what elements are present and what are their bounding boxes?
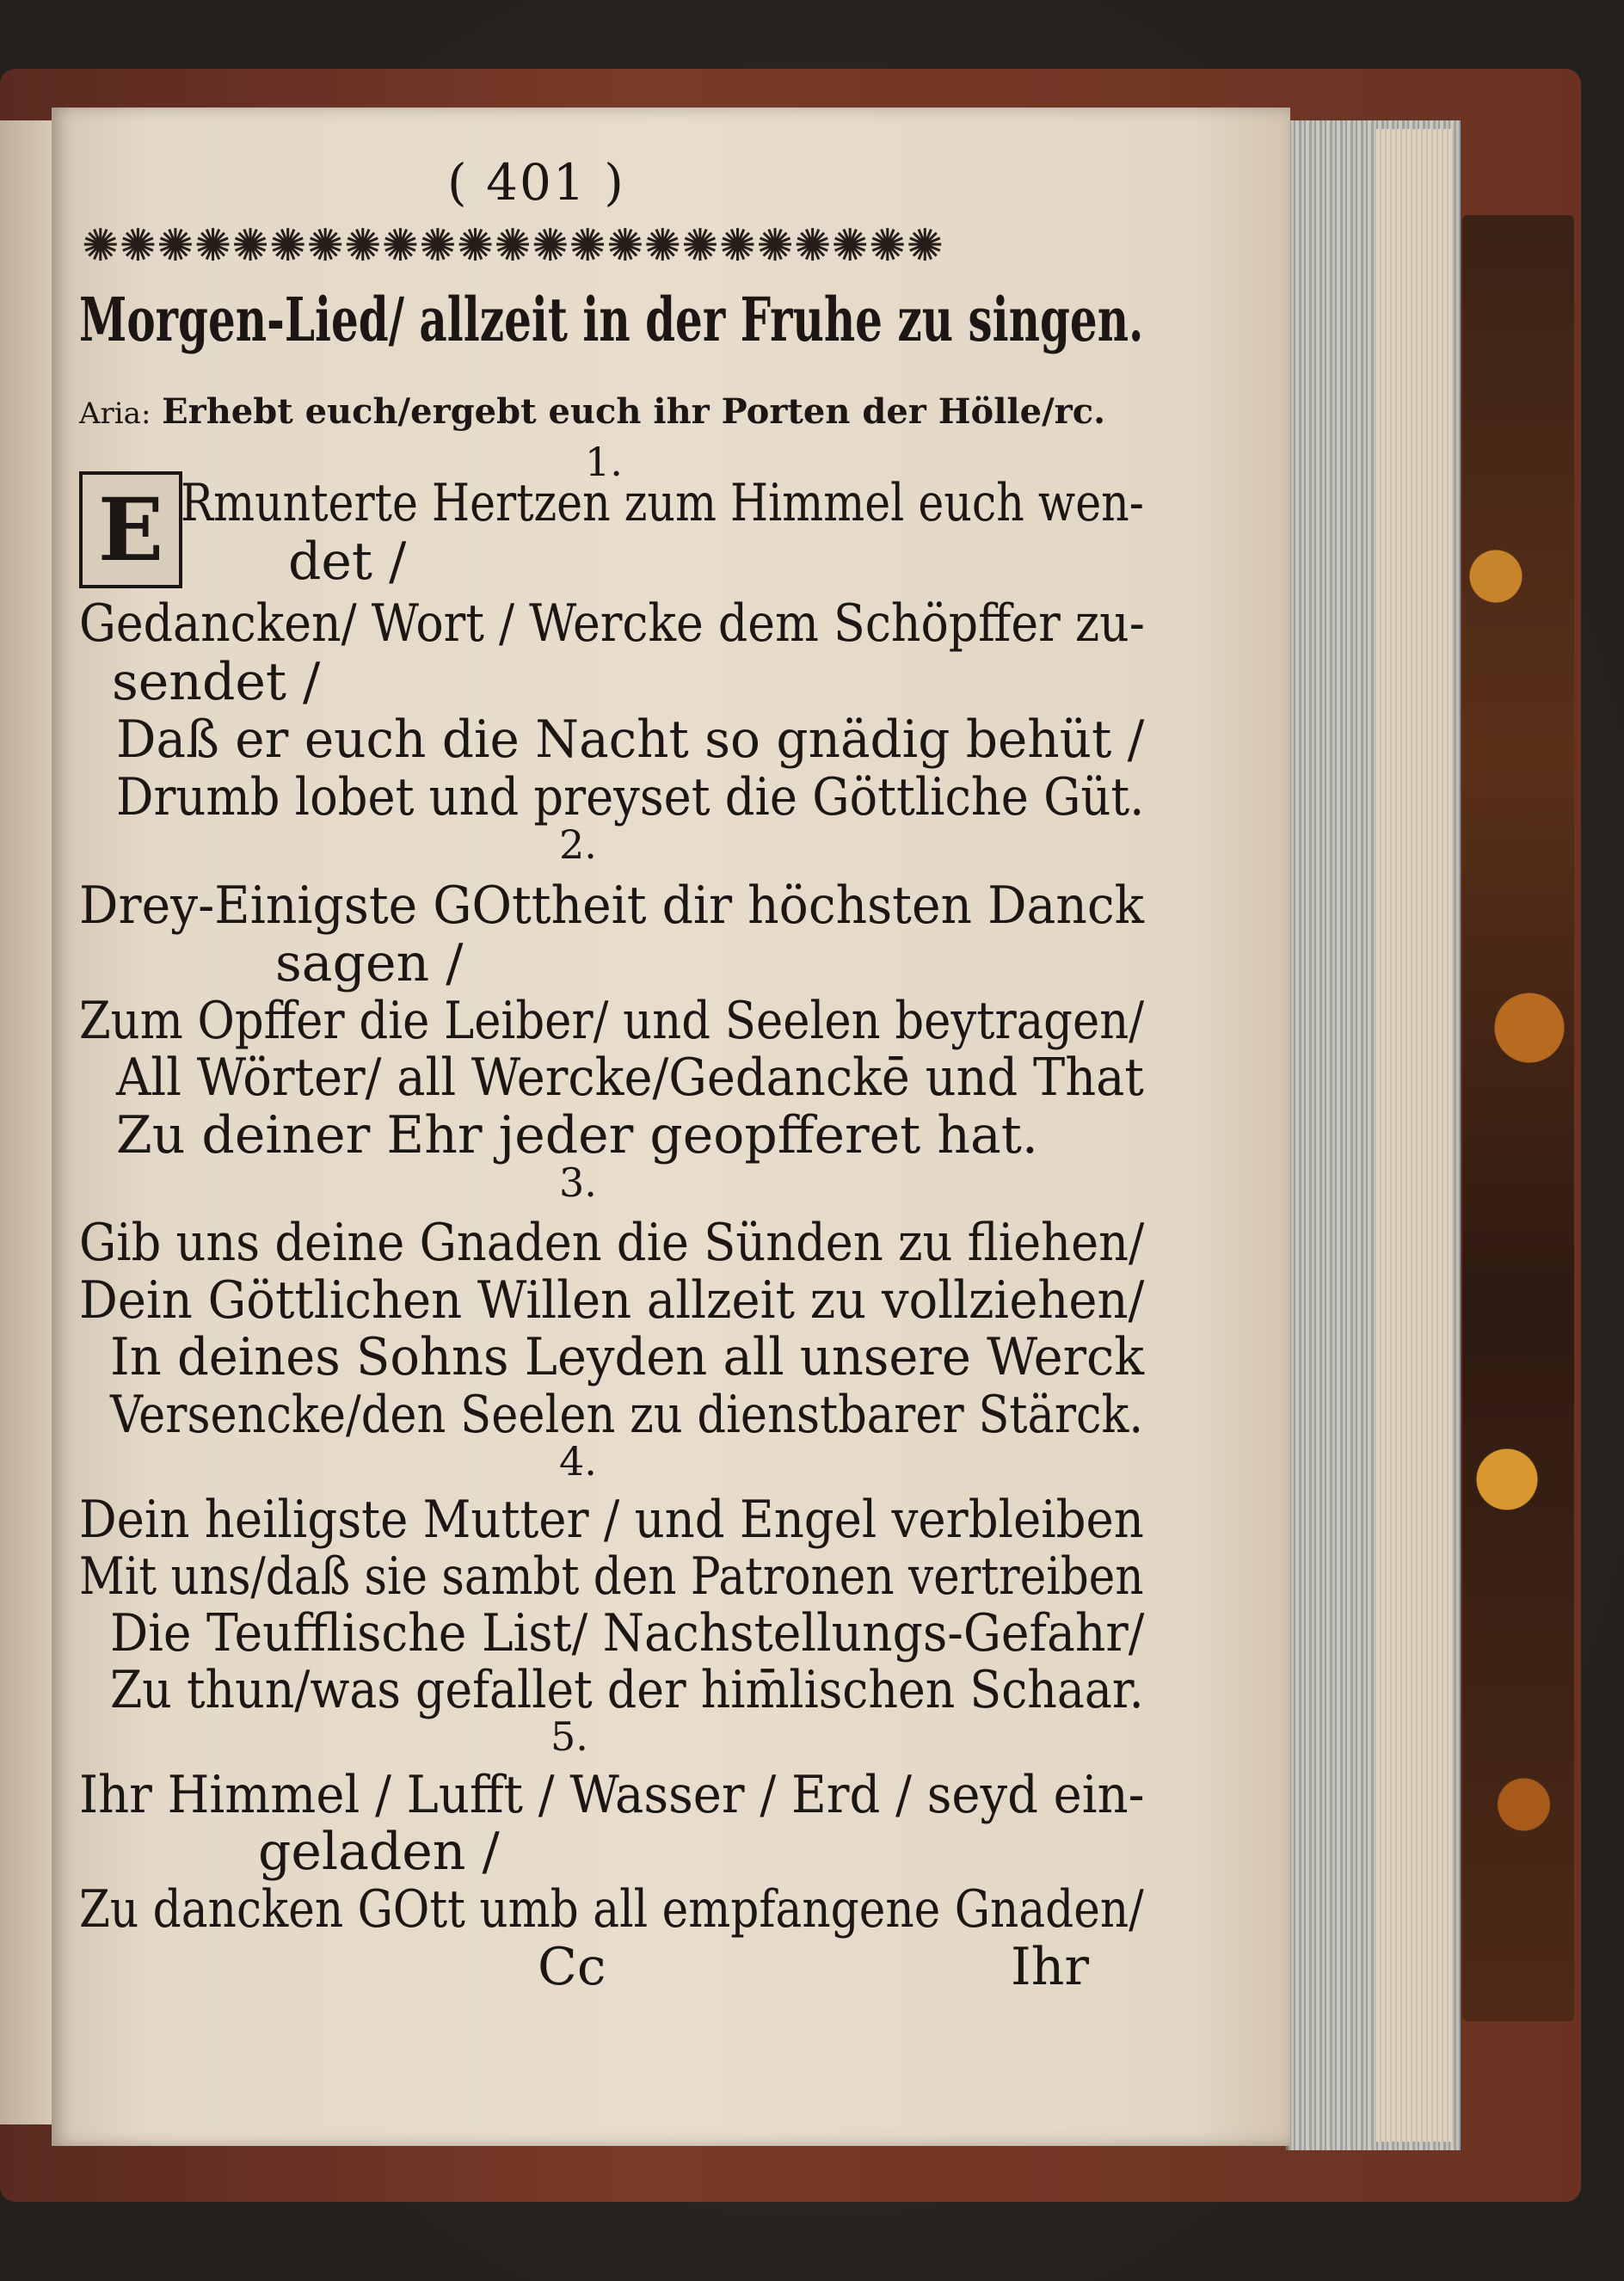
page-number: ( 401 ) xyxy=(447,153,625,212)
drop-cap: E xyxy=(79,471,182,588)
verse-line: Rmunterte Hertzen zum Himmel euch wen- xyxy=(181,473,1144,533)
verse-line: sagen / xyxy=(275,933,464,993)
verse-line: Zu thun/was gefallet der him̄lischen Schaar. xyxy=(110,1660,1144,1720)
verse-line: Mit uns/daß sie sambt den Patronen vertreiben xyxy=(79,1546,1144,1607)
verse-line: Drumb lobet und preyset die Göttliche Güt. xyxy=(116,767,1145,827)
aria-label: Aria: xyxy=(79,397,151,431)
catchword: Ihr xyxy=(1011,1937,1090,1997)
verse-line: Gib uns deine Gnaden die Sünden zu fliehen/ xyxy=(79,1213,1145,1273)
verse-line: sendet / xyxy=(112,652,321,712)
hymn-title: Morgen-Lied/ allzeit in der Fruhe zu singen. xyxy=(79,284,1144,355)
stanza-number: 3. xyxy=(559,1159,597,1206)
ornament-rule: ✺✺✺✺✺✺✺✺✺✺✺✺✺✺✺✺✺✺✺✺✺✺✺ xyxy=(82,220,944,272)
verse-line: Die Teufflische List/ Nachstellungs-Gefahr/ xyxy=(110,1603,1145,1663)
verse-line: Dein heiligste Mutter / und Engel verbleiben xyxy=(79,1490,1144,1550)
verse-line: Daß er euch die Nacht so gnädig behüt / xyxy=(116,710,1145,770)
verse-line: Zum Opffer die Leiber/ und Seelen beytragen/ xyxy=(79,991,1145,1051)
verse-line: Drey-Einigste GOttheit dir höchsten Danck xyxy=(79,876,1144,936)
verse-line: All Wörter/ all Wercke/Gedanckē und That xyxy=(116,1048,1144,1108)
verse-line: det / xyxy=(288,532,407,592)
verse-line: Ihr Himmel / Lufft / Wasser / Erd / seyd ein- xyxy=(79,1765,1145,1825)
aria-line xyxy=(79,391,1105,432)
verse-line: Versencke/den Seelen zu dienstbarer Stärck. xyxy=(110,1385,1144,1445)
signature-mark: Cc xyxy=(538,1937,606,1997)
verse-line: geladen / xyxy=(258,1822,500,1882)
stanza-number: 1. xyxy=(585,439,623,485)
marbled-cover-edge xyxy=(1462,215,1574,2021)
aria-melody: Erhebt euch/ergebt euch ihr Porten der Hölle/rc. xyxy=(162,391,1106,432)
stanza-number: 5. xyxy=(551,1713,588,1760)
facing-page-edge xyxy=(0,120,53,2124)
stanza-number: 4. xyxy=(559,1438,597,1485)
page-block-edges-inner xyxy=(1376,129,1454,2142)
verse-line: Zu deiner Ehr jeder geopfferet hat. xyxy=(116,1105,1038,1165)
verse-line: In deines Sohns Leyden all unsere Werck xyxy=(110,1327,1145,1387)
verse-line: Zu dancken GOtt umb all empfangene Gnaden/ xyxy=(79,1879,1144,1940)
stanza-number: 2. xyxy=(559,821,597,868)
verse-line: Gedancken/ Wort / Wercke dem Schöpffer zu- xyxy=(79,593,1145,654)
verse-line: Dein Göttlichen Willen allzeit zu vollziehen/ xyxy=(79,1270,1145,1331)
